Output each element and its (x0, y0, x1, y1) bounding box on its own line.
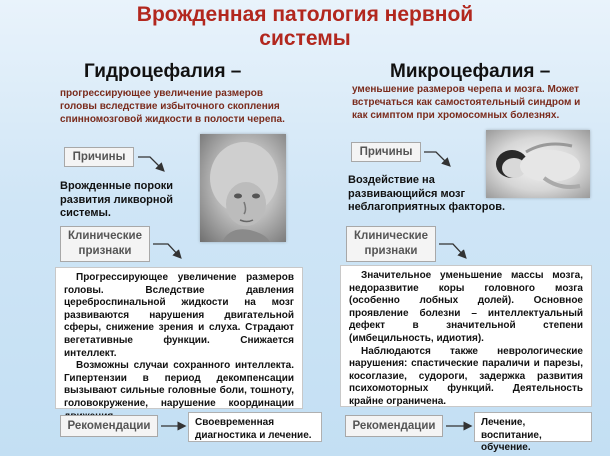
hydrocephaly-signs-panel (55, 267, 303, 409)
microcephaly-causes-text: Воздействие на развивающийся мозг неблагоприятных факторов. (348, 174, 506, 213)
microcephaly-signs-p2: Наблюдаются также неврологические нарушения: спастические параличи и парезы, косоглазие, судороги, задержка развития психомоторных функций. Деятельность крайне ограничена. (349, 345, 583, 407)
arrow-left-signs (153, 244, 180, 257)
microcephaly-causes-tag: Причины (351, 142, 421, 162)
arrow-left-causes (138, 157, 163, 170)
hydrocephaly-description: прогрессирующее увеличение размеров головы вследствие избыточного скопления спинномозговой жидкости в полости черепа. (60, 88, 285, 125)
hydrocephaly-heading: Гидроцефалия – (84, 61, 242, 82)
microcephaly-signs-p1: Значительное уменьшение массы мозга, недоразвитие коры головного мозга (особенно лобных долей). Основное проявление болезни – интеллектуальный дефект в значительной степени (имбецильность, идиотия). (349, 270, 583, 344)
microcephaly-signs-panel (340, 265, 592, 407)
page-title-line1: Врожденная патология нервной (136, 3, 474, 26)
microcephaly-recommendations-box: Лечение, воспитание, обучение. (474, 412, 592, 442)
hydrocephaly-causes-text: Врожденные пороки развития ликворной системы. (60, 180, 174, 219)
arrow-right-signs (439, 244, 465, 257)
page-title (0, 3, 610, 51)
page-title-line2: системы (259, 27, 351, 50)
child-portrait-image (200, 134, 286, 242)
hydrocephaly-causes-tag: Причины (64, 147, 134, 167)
hydrocephaly-recommendations-tag: Рекомендации (60, 415, 158, 437)
hydrocephaly-signs-tag: Клинические признаки (60, 226, 150, 262)
microcephaly-photo (486, 130, 590, 198)
hydrocephaly-signs-p2: Возможны случаи сохранного интеллекта. Гипертензии в период декомпенсации вызывают сильные головные боли, тошноту, головокружение, нарушение координации (64, 360, 294, 409)
hydrocephaly-recommendations-box: Своевременная диагностика и лечение. (188, 412, 322, 442)
hydrocephaly-signs-p1: Прогрессирующее увеличение размеров головы. Вследствие давления цереброспинальной жидкости на мозг развиваются нарушения двигательной сферы, снижение зрения и слуха. Страдают вегетативные функции. Снижается интеллект. (64, 272, 294, 359)
hydrocephaly-photo (200, 134, 286, 242)
microcephaly-heading: Микроцефалия – (390, 61, 551, 82)
microcephaly-signs-tag: Клинические признаки (346, 226, 436, 262)
arrow-right-causes (424, 152, 449, 165)
infant-photo-image (486, 130, 590, 198)
microcephaly-description: уменьшение размеров черепа и мозга. Может встречаться как самостоятельный синдром и как симптом при хромосомных болезнях. (352, 84, 581, 121)
microcephaly-recommendations-tag: Рекомендации (345, 415, 443, 437)
